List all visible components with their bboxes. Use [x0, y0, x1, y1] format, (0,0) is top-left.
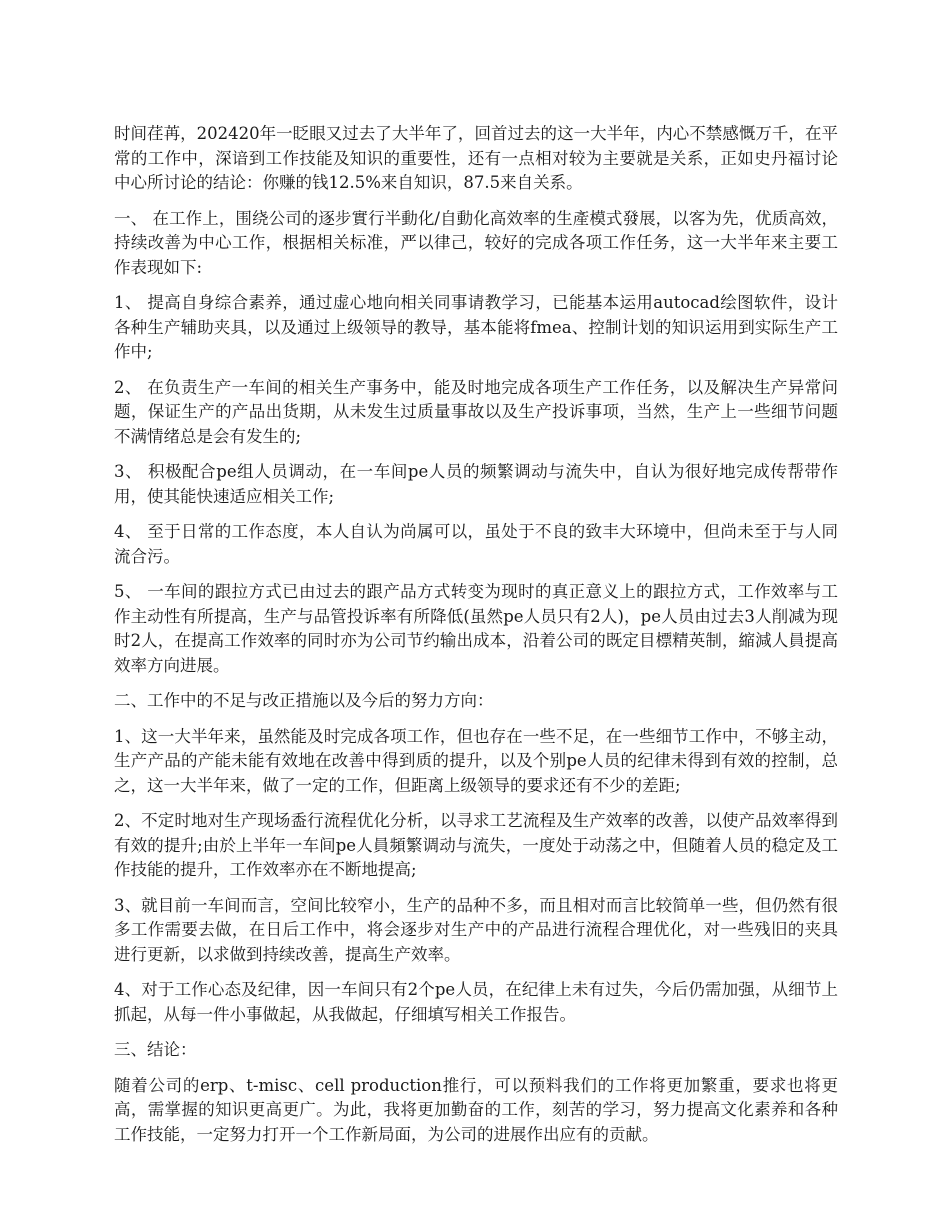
list-item: 2、 在负责生产一车间的相关生产事务中，能及时地完成各项生产工作任务，以及解决生产异常问题，保证生产的产品出货期，从未发生过质量事故以及生产投诉事项，当然，生产上一些细节问题不满情绪总是会有发生的;	[114, 377, 838, 446]
paragraph-conclusion: 随着公司的erp、t-misc、cell production推行，可以预料我们的工作将更加繁重，要求也将更高，需掌握的知识更高更广。为此，我将更加勤奋的工作，刻苦的学习，努力提高文化素养和各种工作技能，一定努力打开一个工作新局面，为公司的进展作出应有的贡献。	[114, 1075, 838, 1144]
list-item: 1、 提高自身综合素养，通过虚心地向相关同事请教学习，已能基本运用autocad绘图软件，设计各种生产辅助夹具，以及通过上级领导的教导，基本能将fmea、控制计划的知识运用到实际生产工作中;	[114, 293, 838, 361]
section-heading-conclusion: 三、结论：	[114, 1040, 197, 1059]
section-heading-work: 一、 在工作上，围绕公司的逐步實行半動化/自動化高效率的生產模式發展，以客为先，优质高效，持续改善为中心工作，根据相关标准，严以律己，较好的完成各项工作任务，这一大半年来主要工作表现如下:	[114, 208, 838, 277]
list-item: 4、 至于日常的工作态度，本人自认为尚属可以，虽处于不良的致丰大环境中，但尚未至于与人同流合污。	[114, 522, 838, 566]
list-item: 1、这一大半年来，虽然能及时完成各项工作，但也存在一些不足，在一些细节工作中，不够主动，生产产品的产能未能有效地在改善中得到质的提升，以及个别pe人员的纪律未得到有效的控制，总之，这一大半年来，做了一定的工作，但距离上级领导的要求还有不少的差距;	[114, 726, 838, 795]
list-item: 4、对于工作心态及纪律，因一车间只有2个pe人员，在纪律上未有过失，今后仍需加强，从细节上抓起，从每一件小事做起，从我做起，仔细填写相关工作报告。	[114, 980, 838, 1024]
document-body	[114, 122, 838, 1158]
list-item: 3、 积极配合pe组人员调动，在一车间pe人员的频繁调动与流失中，自认为很好地完成传帮带作用，使其能快速适应相关工作;	[114, 462, 838, 506]
list-item: 3、就目前一车间而言，空间比较窄小，生产的品种不多，而且相对而言比较简单一些，但仍然有很多工作需要去做，在日后工作中，将会逐步对生产中的产品进行流程合理优化，对一些残旧的夹具进行更新，以求做到持续改善，提高生产效率。	[114, 895, 838, 964]
list-item: 2、不定时地对生产现场盉行流程优化分析，以寻求工艺流程及生产效率的改善，以使产品效率得到有效的提升;由於上半年一车间pe人員頻繁调动与流失，一度处于动荡之中，但随着人员的稳定及工作技能的提升，工作效率亦在不断地提高;	[114, 811, 838, 879]
section-heading-improvements: 二、工作中的不足与改正措施以及今后的努力方向：	[114, 691, 494, 710]
paragraph-intro: 时间荏苒，202420年一眨眼又过去了大半年了，回首过去的这一大半年，内心不禁感慨万千，在平常的工作中，深谙到工作技能及知识的重要性，还有一点相对较为主要就是关系，正如史丹福讨论中心所讨论的结论：你赚的钱12.5%来自知识，87.5来自关系。	[114, 124, 838, 192]
list-item: 5、 一车间的跟拉方式已由过去的跟产品方式转变为现时的真正意义上的跟拉方式，工作效率与工作主动性有所提高，生产与品管投诉率有所降低(虽然pe人员只有2人)，pe人员由过去3人削减为现时2人，在提高工作效率的同时亦为公司节约输出成本，沿着公司的既定目標精英制，縮減人員提高效率方向进展。	[114, 582, 838, 675]
